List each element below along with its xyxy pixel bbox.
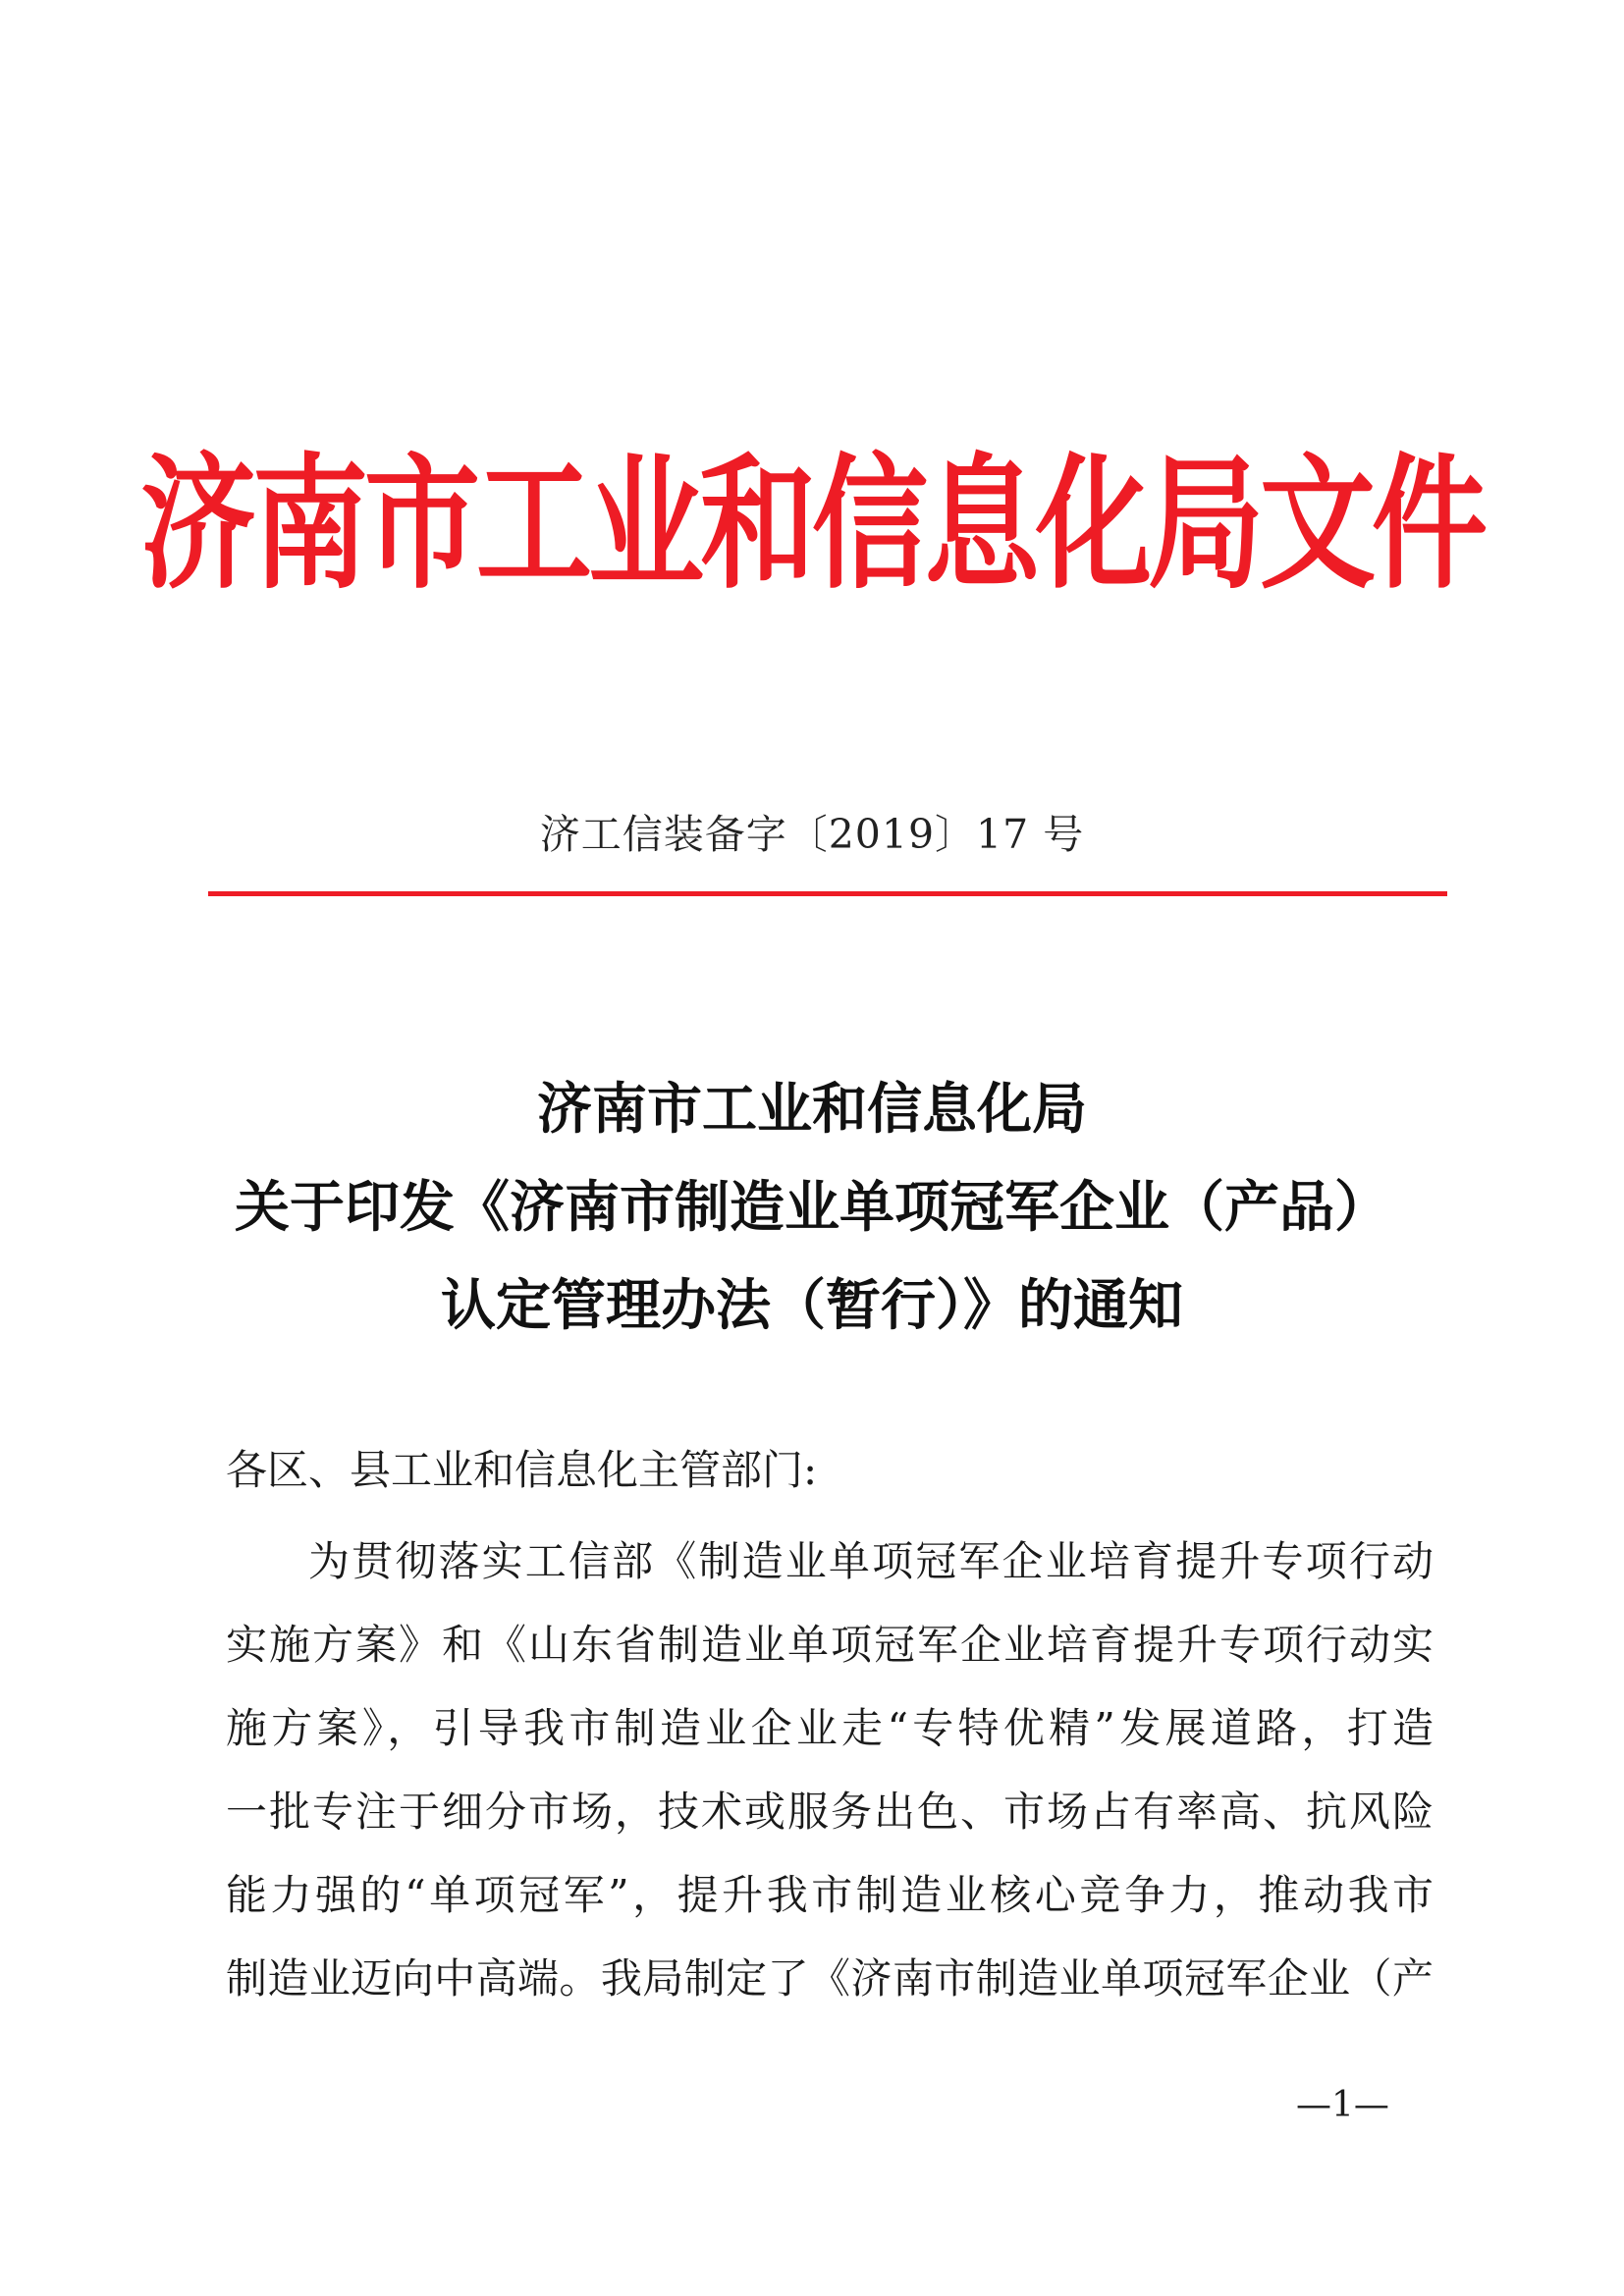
body-line: 能力强的“单项冠军”，提升我市制造业核心竞争力，推动我市 [226,1871,1434,1919]
notice-title-line-3: 认定管理办法（暂行）》的通知 [441,1273,1183,1338]
body-line: 为贯彻落实工信部《制造业单项冠军企业培育提升专项行动 [308,1537,1434,1585]
notice-title-line-1: 济南市工业和信息化局 [537,1077,1087,1142]
salutation: 各区、县工业和信息化主管部门: [226,1446,818,1494]
document-number: 济工信装备字〔2019〕17 号 [539,811,1085,858]
document-masthead: 济南市工业和信息化局文件 [139,438,1484,609]
notice-title [0,1060,1624,1355]
body-line: 实施方案》和《山东省制造业单项冠军企业培育提升专项行动实 [226,1621,1434,1669]
body-line: 施方案》，引导我市制造业企业走“专特优精”发展道路，打造 [226,1704,1434,1752]
page-number: —1— [1296,2085,1389,2125]
body-paragraph [226,1520,1434,2020]
notice-title-line-2: 关于印发《济南市制造业单项冠军企业（产品） [235,1175,1389,1240]
body-line: 一批专注于细分市场，技术或服务出色、市场占有率高、抗风险 [226,1788,1434,1836]
body-line: 制造业迈向中高端。我局制定了《济南市制造业单项冠军企业（产 [226,1954,1434,2002]
red-divider-line [208,891,1447,896]
